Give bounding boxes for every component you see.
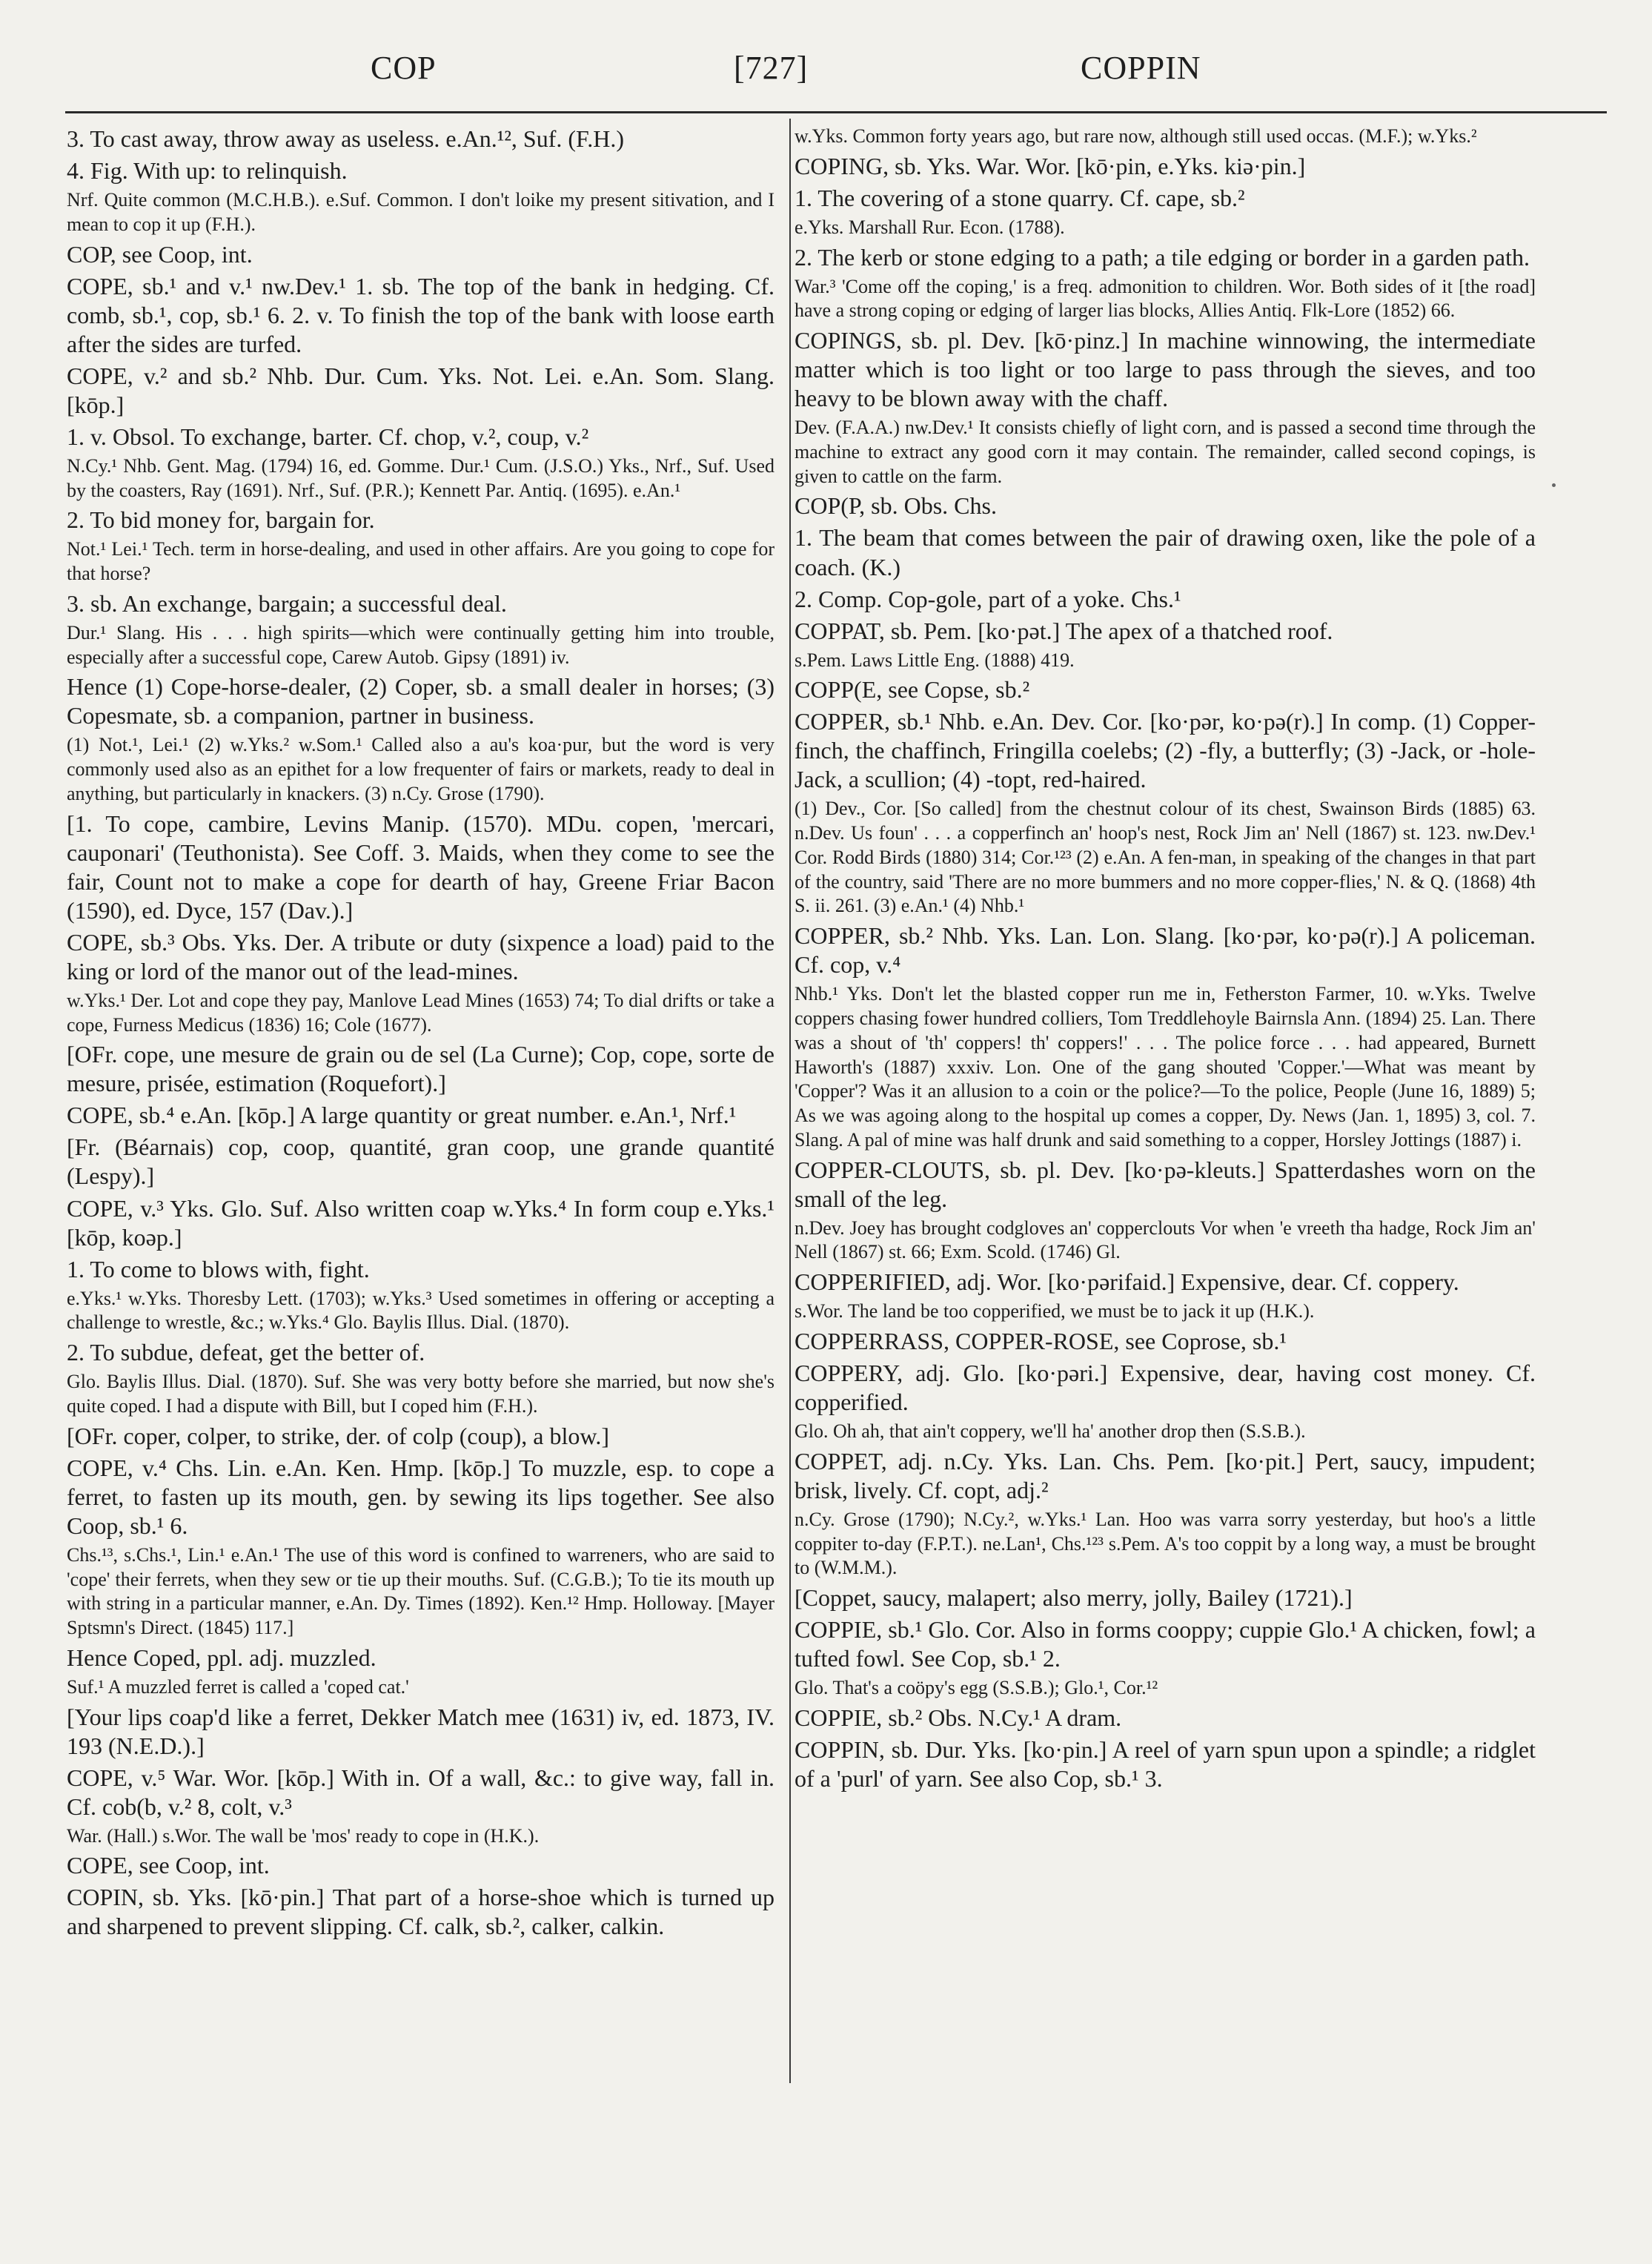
citation-paragraph: War. (Hall.) s.Wor. The wall be 'mos' ready to cope in (H.K.).	[67, 1824, 540, 1847]
entry-paragraph: COPING, sb. Yks. War. Wor. [kō·pin, e.Yks. kiə·pin.]	[795, 152, 1306, 179]
citation-paragraph: Nhb.¹ Yks. Don't let the blasted copper run me in, Fetherston Farmer, 10. w.Yks. Twelve coppers chasing fower hundred colliers, Tom Treddlehoyle Bairnsla Ann. (1894) 25. Lan. There was a shout of 'th' coppers! th' coppers!' . . . The police force . . . had appeared, Burnett Haworth's (1887) xxxiv. Lon. One of the gang shouted 'Copper.'—What was meant by 'Copper'? Was it an allusion to a coin or the police?—To the police, People (June 16, 1889) 5; As we was agoing along to the hospital up comes a copper, Dy. News (Jan. 1, 1895) 3, col. 7. Slang. A pal of mine was half drunk and said something to a copper, Horsley Jottings (1887) i.	[795, 983, 1536, 1151]
header-rule	[65, 111, 1607, 113]
citation-paragraph: n.Cy. Grose (1790); N.Cy.², w.Yks.¹ Lan. Hoo was varra sorry yesterday, but hoo's a little coppiter to-day (F.P.T.). ne.Lan¹, Chs.¹²³ s.Pem. A's too coppit by a long way, a must be brought to (W.M.M.).	[795, 1508, 1536, 1579]
citation-paragraph: s.Wor. The land be too copperified, we must be to jack it up (H.K.).	[795, 1300, 1315, 1323]
citation-paragraph: Glo. That's a coöpy's egg (S.S.B.); Glo.¹, Cor.¹²	[795, 1677, 1158, 1699]
entry-paragraph: 2. To bid money for, bargain for.	[67, 506, 375, 534]
page-number: [727]	[734, 50, 809, 86]
citation-paragraph: (1) Dev., Cor. [So called] from the chestnut colour of its chest, Swainson Birds (1885) 63. n.Dev. Us foun' . . . a copperfinch an' hoop's nest, Rock Jim an' Nell (1867) st. 123. nw.Dev.¹ Cor. Rodd Birds (1880) 314; Cor.¹²³ (2) e.An. A fen-man, in speaking of the changes in that part of the country, said 'There are no more bummers and no more copper-flies,' N. & Q. (1868) 4th S. ii. 261. (3) e.An.¹ (4) Nhb.¹	[795, 798, 1536, 917]
entry-paragraph: COPE, see Coop, int.	[67, 1852, 270, 1879]
entry-paragraph: Hence Coped, ppl. adj. muzzled.	[67, 1644, 376, 1671]
entry-paragraph: COPPIE, sb.² Obs. N.Cy.¹ A dram.	[795, 1704, 1122, 1731]
entry-paragraph: Hence (1) Cope-horse-dealer, (2) Coper, sb. a small dealer in horses; (3) Copesmate, sb. a companion, partner in business.	[67, 673, 774, 729]
citation-paragraph: Chs.¹³, s.Chs.¹, Lin.¹ e.An.¹ The use of this word is confined to warreners, who are said to 'cope' their ferrets, when they sew or tie up their mouths. Suf. (C.G.B.); To tie its mouth up with string in a particular manner, e.An. Dy. Times (1892). Ken.¹² Hmp. Holloway. [Mayer Sptsmn's Direct. (1845) 117.]	[67, 1543, 774, 1638]
entry-paragraph: 1. v. Obsol. To exchange, barter. Cf. chop, v.², coup, v.²	[67, 423, 589, 450]
entry-paragraph: COPPER, sb.² Nhb. Yks. Lan. Lon. Slang. [ko·pər, ko·pə(r).] A policeman. Cf. cop, v.⁴	[795, 922, 1536, 979]
citation-paragraph: Dev. (F.A.A.) nw.Dev.¹ It consists chiefly of light corn, and is passed a second time through the machine to extract any good corn it may contain. The remainder, called second copings, is given to cattle on the farm.	[795, 417, 1536, 487]
citation-paragraph: Dur.¹ Slang. His . . . high spirits—which were continually getting him into trouble, especially after a successful cope, Carew Autob. Gipsy (1891) iv.	[67, 621, 774, 668]
citation-paragraph: w.Yks.¹ Der. Lot and cope they pay, Manlove Lead Mines (1653) 74; To dial drifts or take a cope, Furness Medicus (1836) 16; Cole (1677).	[67, 989, 774, 1036]
entry-paragraph: COPPER, sb.¹ Nhb. e.An. Dev. Cor. [ko·pər, ko·pə(r).] In comp. (1) Copper-finch, the chaffinch, Fringilla coelebs; (2) -fly, a butterfly; (3) -Jack, or -hole-Jack, a scullion; (4) -topt, red-haired.	[795, 708, 1536, 793]
entry-paragraph: COPE, v.² and sb.² Nhb. Dur. Cum. Yks. Not. Lei. e.An. Som. Slang. [kōp.]	[67, 362, 774, 418]
citation-paragraph: Glo. Oh ah, that ain't coppery, we'll ha' another drop then (S.S.B.).	[795, 1420, 1306, 1442]
citation-paragraph: Not.¹ Lei.¹ Tech. term in horse-dealing, and used in other affairs. Are you going to cope for that horse?	[67, 538, 774, 585]
citation-paragraph: Suf.¹ A muzzled ferret is called a 'coped cat.'	[67, 1675, 409, 1698]
entry-paragraph: COP, see Coop, int.	[67, 240, 253, 268]
entry-paragraph: COPPAT, sb. Pem. [ko·pət.] The apex of a thatched roof.	[795, 617, 1333, 644]
right-column	[795, 125, 1536, 1796]
entry-paragraph: 4. Fig. With up: to relinquish.	[67, 157, 348, 185]
entry-paragraph: COPPIN, sb. Dur. Yks. [ko·pin.] A reel of yarn spun upon a spindle; a ridglet of a 'purl' of yarn. See also Cop, sb.¹ 3.	[795, 1735, 1536, 1792]
entry-paragraph: 1. The covering of a stone quarry. Cf. cape, sb.²	[795, 184, 1245, 211]
citation-paragraph: s.Pem. Laws Little Eng. (1888) 419.	[795, 649, 1075, 671]
entry-paragraph: [Fr. (Béarnais) cop, coop, quantité, gran coop, une grande quantité (Lespy).]	[67, 1133, 774, 1190]
entry-paragraph: [Your lips coap'd like a ferret, Dekker Match mee (1631) iv, ed. 1873, IV. 193 (N.E.D.).]	[67, 1703, 774, 1759]
entry-paragraph: 2. The kerb or stone edging to a path; a tile edging or border in a garden path.	[795, 243, 1530, 271]
entry-paragraph: COPPERY, adj. Glo. [ko·pəri.] Expensive, dear, having cost money. Cf. copperified.	[795, 1359, 1536, 1415]
citation-paragraph: e.Yks. Marshall Rur. Econ. (1788).	[795, 216, 1065, 238]
header-right-guideword: COPPIN	[1081, 50, 1201, 86]
entry-paragraph: COPINGS, sb. pl. Dev. [kō·pinz.] In machine winnowing, the intermediate matter which is too light or too large to pass through the sieves, and too heavy to be blown away with the chaff.	[795, 327, 1536, 412]
citation-paragraph: e.Yks.¹ w.Yks. Thoresby Lett. (1703); w.Yks.³ Used sometimes in offering or accepting a challenge to wrestle, &c.; w.Yks.⁴ Glo. Baylis Illus. Dial. (1870).	[67, 1287, 774, 1334]
entry-paragraph: [Coppet, saucy, malapert; also merry, jolly, Bailey (1721).]	[795, 1584, 1353, 1612]
entry-paragraph: COPPERRASS, COPPER-ROSE, see Coprose, sb.¹	[795, 1327, 1287, 1354]
citation-paragraph: w.Yks. Common forty years ago, but rare now, although still used occas. (M.F.); w.Yks.²	[795, 125, 1477, 147]
margin-dot	[1552, 483, 1556, 487]
entry-paragraph: COPE, v.³ Yks. Glo. Suf. Also written coap w.Yks.⁴ In form coup e.Yks.¹ [kōp, koəp.]	[67, 1194, 774, 1251]
entry-paragraph: COPIN, sb. Yks. [kō·pin.] That part of a horse-shoe which is turned up and sharpened to prevent slipping. Cf. calk, sb.², calker, calkin.	[67, 1884, 774, 1940]
left-column	[67, 125, 774, 1944]
entry-paragraph: 3. sb. An exchange, bargain; a successful deal.	[67, 589, 507, 617]
header-left-guideword: COP	[371, 50, 437, 86]
entry-paragraph: COP(P, sb. Obs. Chs.	[795, 492, 997, 520]
citation-paragraph: War.³ 'Come off the coping,' is a freq. admonition to children. Wor. Both sides of it [the road] have a strong coping or edging of larger lias blocks, Allies Antiq. Flk-Lore (1852) 66.	[795, 275, 1536, 322]
entry-paragraph: COPE, sb.³ Obs. Yks. Der. A tribute or duty (sixpence a load) paid to the king or lord of the manor out of the lead-mines.	[67, 928, 774, 984]
entry-paragraph: COPE, sb.¹ and v.¹ nw.Dev.¹ 1. sb. The top of the bank in hedging. Cf. comb, sb.¹, cop, sb.¹ 6. 2. v. To finish the top of the bank with loose earth after the sides are turfed.	[67, 272, 774, 357]
entry-paragraph: [OFr. cope, une mesure de grain ou de sel (La Curne); Cop, cope, sorte de mesure, prisée, estimation (Roquefort).]	[67, 1041, 774, 1097]
entry-paragraph: [1. To cope, cambire, Levins Manip. (1570). MDu. copen, 'mercari, cauponari' (Teuthonista). See Coff. 3. Maids, when they come to see the fair, Count not to make a cope for dearth of hay, Greene Friar Bacon (1590), ed. Dyce, 157 (Dav.).]	[67, 810, 774, 924]
entry-paragraph: 3. To cast away, throw away as useless. e.An.¹², Suf. (F.H.)	[67, 125, 625, 152]
entry-paragraph: [OFr. coper, colper, to strike, der. of colp (coup), a blow.]	[67, 1422, 610, 1449]
column-divider	[789, 119, 791, 2083]
entry-paragraph: COPE, sb.⁴ e.An. [kōp.] A large quantity or great number. e.An.¹, Nrf.¹	[67, 1102, 737, 1129]
entry-paragraph: COPE, v.⁴ Chs. Lin. e.An. Ken. Hmp. [kōp.] To muzzle, esp. to cope a ferret, to fasten up its mouth, gen. by sewing its lips together. See also Coop, sb.¹ 6.	[67, 1454, 774, 1539]
citation-paragraph: n.Dev. Joey has brought codgloves an' copperclouts Vor when 'e vreeth tha hadge, Rock Jim an' Nell (1867) st. 66; Exm. Scold. (1746) Gl.	[795, 1217, 1536, 1263]
entry-paragraph: 2. Comp. Cop-gole, part of a yoke. Chs.¹	[795, 585, 1181, 612]
citation-paragraph: N.Cy.¹ Nhb. Gent. Mag. (1794) 16, ed. Gomme. Dur.¹ Cum. (J.S.O.) Yks., Nrf., Suf. Used by the coasters, Ray (1691). Nrf., Suf. (P.R.); Kennett Par. Antiq. (1695). e.An.¹	[67, 454, 774, 501]
entry-paragraph: COPPERIFIED, adj. Wor. [ko·pərifaid.] Expensive, dear. Cf. coppery.	[795, 1268, 1459, 1296]
entry-paragraph: COPPET, adj. n.Cy. Yks. Lan. Chs. Pem. [ko·pit.] Pert, saucy, impudent; brisk, lively. Cf. copt, adj.²	[795, 1447, 1536, 1503]
citation-paragraph: (1) Not.¹, Lei.¹ (2) w.Yks.² w.Som.¹ Called also a au's koa·pur, but the word is very commonly used also as an epithet for a low frequenter of fairs or markets, ready to deal in anything, but particularly in knackers. (3) n.Cy. Grose (1790).	[67, 734, 774, 804]
entry-paragraph: 2. To subdue, defeat, get the better of.	[67, 1339, 425, 1366]
entry-paragraph: COPP(E, see Copse, sb.²	[795, 676, 1030, 704]
entry-paragraph: COPPER-CLOUTS, sb. pl. Dev. [ko·pə-kleuts.] Spatterdashes worn on the small of the leg.	[795, 1156, 1536, 1212]
citation-paragraph: Nrf. Quite common (M.C.H.B.). e.Suf. Common. I don't loike my present sitivation, and I mean to cop it up (F.H.).	[67, 189, 774, 235]
entry-paragraph: 1. To come to blows with, fight.	[67, 1255, 370, 1282]
entry-paragraph: COPPIE, sb.¹ Glo. Cor. Also in forms cooppy; cuppie Glo.¹ A chicken, fowl; a tufted fowl. See Cop, sb.¹ 2.	[795, 1616, 1536, 1672]
citation-paragraph: Glo. Baylis Illus. Dial. (1870). Suf. She was very botty before she married, but now she's quite coped. I had a dispute with Bill, but I coped him (F.H.).	[67, 1371, 774, 1417]
entry-paragraph: COPE, v.⁵ War. Wor. [kōp.] With in. Of a wall, &c.: to give way, fall in. Cf. cob(b, v.² 8, colt, v.³	[67, 1764, 774, 1820]
entry-paragraph: 1. The beam that comes between the pair of drawing oxen, like the pole of a coach. (K.)	[795, 524, 1536, 580]
